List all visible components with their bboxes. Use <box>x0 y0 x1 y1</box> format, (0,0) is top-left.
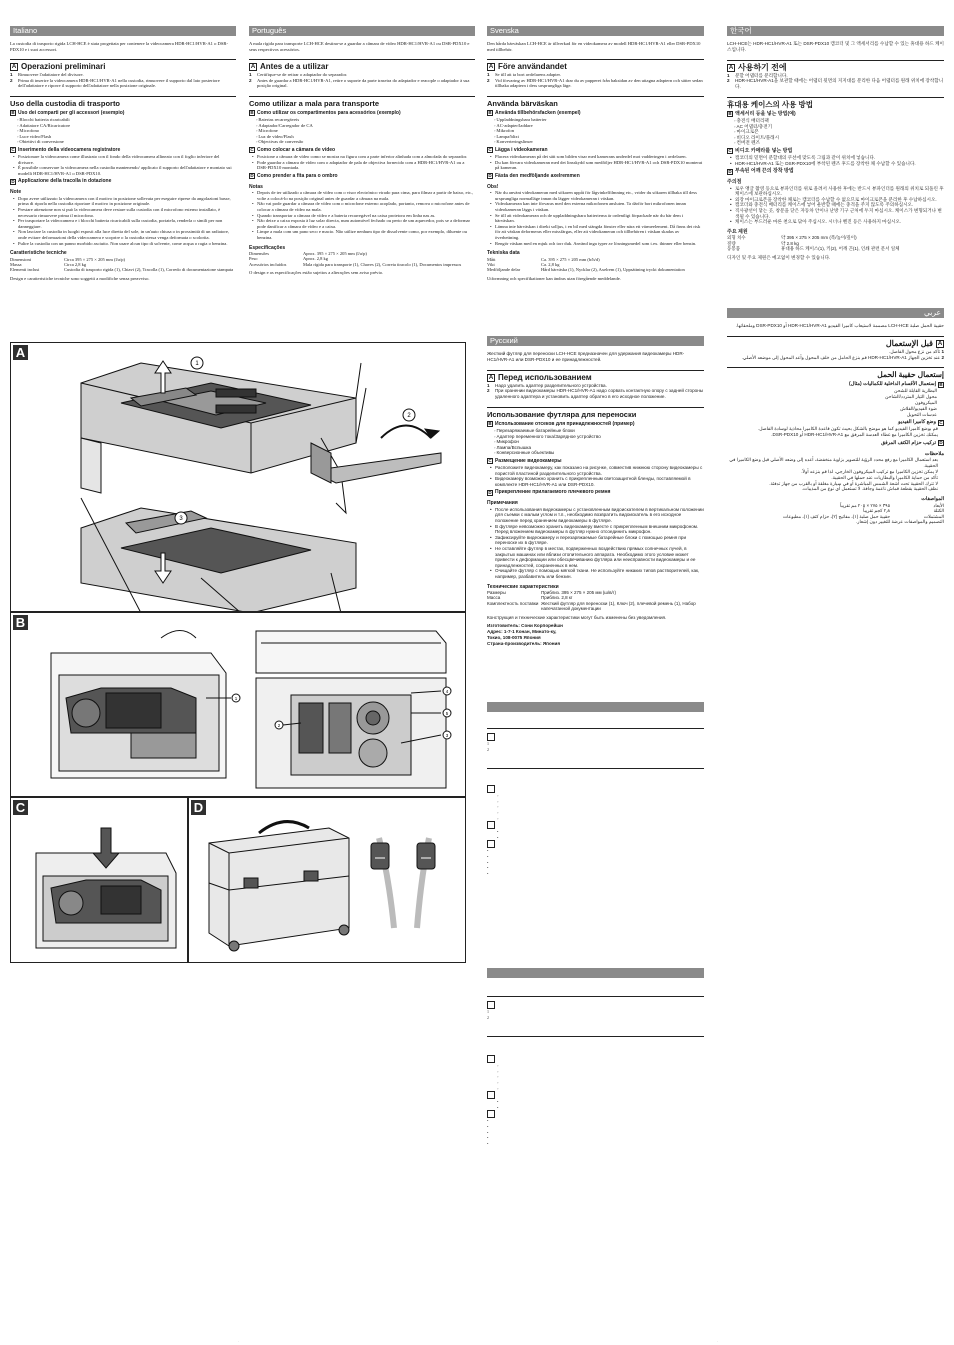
list-item: • Pode guardar a câmara de vídeo com o adaptador de pala de objectiva fornecido com a HDR-HC1/HVR-A1 ou a DSR-PDX10 montada. <box>257 160 475 171</box>
figure-label: D <box>191 800 206 815</box>
spec-table: Dimensões Aprox. 395 × 275 × 205 mm (l/a/p) Peso Aprox. 2,8 kg Acessórios incluídos Mala rígida para transporte (1), Chaves (2), Correia tiracolo (1), Documentos impressos <box>249 251 462 267</box>
section-heading-prep: A 사용하기 전에 <box>727 60 944 73</box>
column-russian <box>487 336 704 696</box>
bullet-list <box>487 154 704 171</box>
list-item: محول التيار المتردد/الشاحن <box>885 394 937 400</box>
list-item: ◦ Adattatore CA/Ricaricatore <box>17 123 236 129</box>
list-item: • 캠코더와 충전식 배터리를 케이스에 넣어 운반할 때에는 충격을 주지 않도록 주의하십시오. <box>735 202 944 208</box>
list-item: ◦ 충전식 배터리팩 <box>734 118 944 124</box>
list-item: • Pulire la custodia con un panno morbido asciutto. Non usare alcun tipo di solvente, come acqua o ragia o benzina. <box>18 241 236 247</box>
subsection-d: D Applicazione della tracolla in dotazione <box>11 178 112 185</box>
prep-step: Надо удалить адаптер разделительного устройства. <box>495 382 607 388</box>
subsection-d: D Como prender a fita para o ombro <box>250 172 338 179</box>
spec-table: 외형 치수 약 395 × 275 × 205 mm (폭/높이/깊이) 질량 약 2.8 kg 동봉품 휴대용 하드 케이스(1), 키(2), 어깨 끈(1), 인쇄 관련 문서 일체 <box>727 235 900 252</box>
callout-1-label: 1 <box>195 361 199 367</box>
notes-list <box>727 186 944 225</box>
blank-rule <box>487 996 704 997</box>
list-item: • Rengör väskan med en mjuk och torr duk. Använd inga typer av lösningsmedel som t.ex. thinner eller bensin. <box>495 241 704 247</box>
blank-header-bar <box>487 968 704 978</box>
bullet-list <box>10 154 236 176</box>
crop-mark: · <box>717 1340 718 1344</box>
section-badge-a: A <box>728 64 734 71</box>
subsection-b: B Uso dei comparti per gli accessori (esempio) <box>11 109 125 116</box>
subsection-b: B إستعمال الأقسام الداخلية للكماليات (مثال) <box>849 381 943 388</box>
prep-step: 2 عند تخزين الجهاز HDR-HC1/HVR-A1 قم بنزع الحامل من خلف المحول وأعد المحول إلى موضعه الأصلي. <box>741 354 944 360</box>
list-item: • Não deixe a caixa exposta à luz solar directa, num automóvel fechado ou perto de um aquecedor, pois se a deformar pode danificar a câmara de vídeo e a caixa. <box>257 218 475 229</box>
prep-step: 1 تأكد من نزع محول الفاصل. <box>889 348 944 354</box>
spec-table: Mått Ca. 395 × 275 × 205 mm (b/h/d) Vikt Ca. 2,8 kg Medföljande delar Hård bärväska (1), Nycklar (2), Axelrem (1), Uppsättning tryckt dokumentation <box>487 256 685 273</box>
list-item: • 외장 마이크로폰을 장착한 채로는 캠코더를 수납할 수 없으므로 마이크로폰을 분리한 후 수납하십시오. <box>735 197 944 203</box>
figure-d-illustration <box>189 798 466 963</box>
list-item: • Не оставляйте футляр в местах, подверженных воздействию прямых солнечных лучей, в закрытых машинах или вблизи отопительного аппарата. Необходимо этого условие может привести к деформации или обесцвечиванию футляра или неисправности видеокамеры и ее принадлежностей, сохраненных в нем. <box>495 546 704 568</box>
language-header: Italiano <box>10 26 236 36</box>
list-item: ◦ AC 어댑터/충전기 <box>734 124 944 130</box>
closed-case-drawing <box>209 822 349 951</box>
prep-step: 분할 어댑터를 분리합니다. <box>735 72 788 78</box>
blank-badge <box>487 785 495 793</box>
list-item: • Non lasciare la custodia in luoghi esposti alla luce diretta del sole, in un'auto chiusa o in prossimità di un radiatore, onde evitare deformazioni della videocamera e scoprire o la custodia stessa venga deformata o scolorita. <box>18 229 236 240</box>
list-item: • Lämna inte bärväskan i direkt solljus, i en bil med stängda fönster eller nära ett värmeelement. Då finns det risk för att väskan deformeras eller missfärgas, eller att videokameran och tillbehören i väskan skadas av överhettning. <box>495 224 704 241</box>
list-item: • Расположите видеокамеру, как показано на рисунке, совместив нижнюю сторону видеокамеры с пористой пластиной разделительного устройства. <box>495 465 704 476</box>
prep-steps <box>727 349 944 361</box>
strap-clips-drawing <box>371 838 435 928</box>
subsection-c: C Inserimento della videocamera registratore <box>11 146 121 153</box>
list-item: • Se till att videokameran och de uppladdningsbara batterierna är ordentligt förpackade när du bär dem i bärväskan. <box>495 213 704 224</box>
section-heading-prep: A Antes de a utilizar <box>249 59 475 72</box>
notes-list <box>10 196 236 246</box>
notes-heading: Obs! <box>487 183 499 190</box>
list-item: ◦ Objectivas de conversão <box>256 139 475 145</box>
list-item: ◦ Microfono <box>17 128 236 134</box>
spec-table: Размеры Приблиз. 395 × 275 × 205 мм (ш/в/г) Масса Приблиз. 2,8 кг Комплектность поставки Жесткий футляр для переноски (1), Ключ (2), плечевой ремень (1), Набор напечатанной документации <box>487 590 696 612</box>
crop-mark: · <box>238 1340 239 1344</box>
figure-b-illustration <box>11 613 466 797</box>
list-item: ◦ Лампа/Вспышка <box>494 445 704 451</box>
list-item: • Placera videokameran på det sätt som bilden visar med kamerans underdel mot vadderingen i avdelaren. <box>495 154 704 160</box>
callout-3-label: 3 <box>179 516 183 522</box>
list-item: • 직사광선이 닿는 곳, 창문을 닫은 자동차 안이나 난방 기구 근처에 두지 마십시오. 케이스가 변형되거나 변색될 수 있습니다. <box>735 208 944 219</box>
section-heading-use: 휴대용 케이스의 사용 방법 <box>727 97 944 109</box>
spec-heading: 주요 제원 <box>727 228 748 235</box>
spec-heading: Especificações <box>249 244 286 251</box>
empty-language-block-1: 1 2 ◦ ◦ ◦ ◦ ◦ • • • • • • • <box>487 702 704 962</box>
bullet-list <box>249 154 475 171</box>
section-badge-a: A <box>937 340 943 347</box>
spec-table: Dimensioni Circa 395 × 275 × 205 mm (l/a/p) Massa Circa 2,8 kg Elementi inclusi Custodia di trasporto rigida (1), Chiavi (2), Tracolla (1), Corredo di documentazione stampata <box>10 256 234 273</box>
notes-heading: Примечания <box>487 500 518 507</box>
section-heading-use: Använda bärväskan <box>487 96 704 108</box>
list-item: ◦ AC-adapter/laddare <box>494 123 704 129</box>
list-item: ◦ Luce video/Flash <box>17 134 236 140</box>
figure-label: B <box>13 615 28 630</box>
section-badge-a: A <box>11 64 17 71</box>
footer-note: 디자인 및 주요 제원은 예고없이 변경할 수 있습니다. <box>727 254 831 260</box>
notes-heading: ملاحظات <box>924 450 944 457</box>
accessory-list <box>487 117 704 145</box>
list-item: ◦ Baterias recarregáveis <box>256 117 475 123</box>
spec-heading: Caratteristiche tecniche <box>10 250 67 257</box>
figure-c <box>10 797 188 963</box>
blank-rule <box>487 728 704 729</box>
list-item: ◦ Lampa/blixt <box>494 134 704 140</box>
language-header: 한국어 <box>727 26 944 36</box>
blank-badge <box>487 1001 495 1009</box>
list-item: تأكد من حماية الكاميرا والبطاريات عند حملها في الحقيبة. <box>831 474 938 480</box>
list-item: • Зафиксируйте видеокамеру и перезаряжаемые батарейные блоки с помощью ремня при переноске их в футляре. <box>495 535 704 546</box>
intro-text: Жесткий футляр для переноски LCH-HCE предназначен для удержания видеокамеры HDR-HC1/HVR-A1 или DSR-PDX10 и ее принадлежностей. <box>487 351 685 362</box>
figure-label: C <box>13 800 28 815</box>
blank-badge <box>487 840 495 848</box>
list-item: يمكنك تخزين الكاميرا مع غطاء العدسة المرفق مع HDR-HC1/HVR-A1 أو DSR-PDX10. <box>771 432 938 438</box>
prep-steps: 1 Надо удалить адаптер разделительного устройства. 2 При хранении видеокамеры HDR-HC1/HVR-A1 надо сорвать контактную опору с задней стороны удаленного адаптера и установить адаптер обратно в его исходное положение. <box>487 382 704 400</box>
subsection-d: D Fästa den medföljande axelremmen <box>488 172 580 179</box>
list-item: • Очищайте футляр с помощью мягкой ткани. Не используйте никаких типов растворителей, как, например, разбавитель или бензин. <box>495 568 704 579</box>
accessory-list <box>727 118 944 146</box>
section-heading-use: Использование футляра для переноски <box>487 407 704 419</box>
list-item: • Posizionare la videocamera come illustrato con il fondo della videocamera allineato con il foglio inferiore del divisore. <box>18 154 236 165</box>
prep-step: Antes de guardar a HDR-HC1/HVR-A1, retire o suporte da parte traseira do adaptador e reacople o adaptador à sua posição original. <box>257 77 470 89</box>
list-item: • Depois de ter utilizado a câmara de vídeo com o visor electrónico virado para cima, para filmar a partir de baixo, etc., volte a colocá-lo na posição original antes de guardar a câmara na mala. <box>257 190 475 201</box>
subsection-c: C Como colocar a câmara de vídeo <box>250 146 336 153</box>
bullet-list <box>727 155 944 166</box>
divider-top-drawing <box>81 363 366 513</box>
subsection-d: D 부속된 어깨 끈의 장착 방법 <box>728 168 794 175</box>
section-heading-prep: A Перед использованием <box>487 370 704 383</box>
subsection-b: B 액세서리 등을 넣는 방법(예) <box>728 110 796 117</box>
subsection-c: C Lägga i videokameran <box>488 146 548 153</box>
section-heading-use: إستعمال حقيبة الحمل <box>727 367 944 379</box>
notes-list <box>249 190 475 240</box>
notes-heading: 주의점 <box>727 179 742 186</box>
list-item: ◦ 비디오 라이트/플래시 <box>734 135 944 141</box>
list-item: قم بوضع كاميرا الفيديو كما هو موضح بالشكل بحيث تكون قاعدة الكاميرا محاذية لوسادة الفاصل. <box>757 426 938 432</box>
list-item: ◦ Luz de vídeo/Flash <box>256 134 475 140</box>
open-case-camera-drawing <box>51 631 226 779</box>
list-item: ◦ Перезаряжаемые батарейные блоки <box>494 428 704 434</box>
intro-text: Den hårda bärväskan LCH-HCE är tillverkad för en videokamera av modell HDR-HC1/HVR-A1 eller DSR-PDX10 med tillbehör. <box>487 41 701 52</box>
list-item: ◦ 마이크로폰 <box>734 129 944 135</box>
callout-3-label: 3 <box>445 733 449 738</box>
prep-steps: 1 분할 어댑터를 분리합니다. 2 HDR-HC1/HVR-A1을 보관할 때에는 어댑터 뒷면의 지지대를 분리한 다음 어댑터를 원래 위치에 장착합니다. <box>727 72 944 90</box>
column-svenska <box>487 26 704 281</box>
prep-steps: 1 Certifique-se de retirar o adaptador do separador. 2 Antes de guardar a HDR-HC1/HVR-A1, retire o suporte da parte traseira do adaptador e reacople o adaptador à sua posição original. <box>249 72 475 89</box>
section-heading-prep: A قبل الإستعمال <box>727 336 944 349</box>
list-item: ◦ Adaptador/Carregador de CA <box>256 123 475 129</box>
list-item: ◦ Konverteringslinser <box>494 139 704 145</box>
list-item: • Quando transportar a câmara de vídeo e a bateria recarregável na caixa protetora em linha nas as. <box>257 213 475 219</box>
section-badge-a: A <box>488 64 494 71</box>
list-item: ◦ Uppladdningsbara batterier <box>494 117 704 123</box>
list-item: البطارية القابلة للشحن <box>894 388 937 394</box>
subsection-b: B Använda tillbehörsfacken (exempel) <box>488 109 581 116</box>
callout-4-label: 4 <box>445 689 449 694</box>
list-item: ◦ Mikrofon <box>494 128 704 134</box>
column-korean <box>727 26 944 306</box>
prep-step: Se till att ta bort avdelarens adapter. <box>495 72 561 78</box>
list-item: • Posicione a câmara de vídeo como se mostra na figura com a parte inferior alinhada com a almofada do separador. <box>257 154 475 160</box>
section-heading-prep: A Operazioni preliminari <box>10 59 236 72</box>
figure-d <box>188 797 466 963</box>
figure-a <box>10 342 466 612</box>
section-heading-use: Como utilizar a mala para transporte <box>249 96 475 108</box>
list-item: • Prestare attenzione non si può la videocamera deve restare sulla custodia con il microfono esterno installato, è necessario rimuovere prima il microfono. <box>18 207 236 218</box>
list-item: • Du kan förvara videokameran med det linsskydd som medföljer HDR-HC1/HVR-A1 och DSR-PDX10 monterat på kameran. <box>495 160 704 171</box>
notes-list <box>487 507 704 580</box>
subsection-b: B Использование отсеков для принадлежностей (пример) <box>488 420 635 427</box>
subsection-b: B Como utilizar os compartimentos para acessórios (exemplo) <box>250 109 401 116</box>
accessory-list <box>10 117 236 145</box>
list-item: • Videokameran kan inte förvaras med den externa mikrofonen ansluten. Ta därför bort mikrofonen innan videokameran läggs i väskan. <box>495 201 704 212</box>
footer-note: التصميم والمواصفات عرضة للتغيير دون إشعار. <box>855 518 944 524</box>
prep-steps: 1 Se till att ta bort avdelarens adapter. 2 Vid förvaring av HDR-HC1/HVR-A1 drar du av papperet från baksidan av den uttagna adaptern och sätter sedan tillbaka adaptern i dess ursprungliga läge. <box>487 72 703 89</box>
callout-2-label: 2 <box>277 723 281 728</box>
figure-b <box>10 612 466 797</box>
list-item: • В футляре невозможно хранить видеокамеру вместе с прикрепленным внешним микрофоном. Перед вложением видеокамеры в футляр нужно отсоединить микрофон. <box>495 524 704 535</box>
intro-text: A mala rígida para transporte LCH-HCE destina-se a guardar a câmara de vídeo HDR-HC1/HVR-A1 ou DSR-PDX10 e seus respectivos acessórios. <box>249 41 470 52</box>
list-item: ◦ Адаптер переменного тока/Зарядное устройство <box>494 434 704 440</box>
subsection-c: C Размещение видеокамеры <box>488 457 562 464</box>
section-badge-a: A <box>250 64 256 71</box>
list-item: ◦ Blocchi batteria ricaricabili <box>17 117 236 123</box>
column-italiano <box>10 26 236 281</box>
open-case-accessories-drawing <box>256 631 446 788</box>
prep-steps: 1 Rimuovere l'adattatore del divisore. 2 Prima di inserire la videocamera HDR-HC1/HVR-A1 nella custodia, rimuovere il supporto dal lato posteriore dell'adattatore e riporre il supporto dell'adattatore nella posizione originale. <box>10 72 236 89</box>
list-item: نظف الحقيبة بقطعة قماش ناعمة وجافة. لا تستعمل أي نوع من المذيبات. <box>801 486 938 492</box>
manufacturer-info: Изготовитель: Сони Корпорейшн Адрес: 1-7-1 Конан, Минато-ку, Токио, 108-0075 Япония Страна-производитель: Япония <box>487 623 563 646</box>
blank-badge <box>487 1091 495 1099</box>
list-item: • 로우 앵글 촬영 등으로 뷰파인더를 위로 올려서 사용한 후에는 반드시 뷰파인더를 원래의 위치로 되돌린 후 케이스에 보관하십시오. <box>735 186 944 197</box>
footer-note: Design e caratteristiche tecniche sono soggetti a modifiche senza preavviso. <box>10 275 150 281</box>
prep-step: Prima di inserire la videocamera HDR-HC1/HVR-A1 nella custodia, rimuovere il supporto dal lato posteriore dell'adattatore e riporre il supporto dell'adattatore nella posizione originale. <box>18 77 220 89</box>
list-item: لا يمكن تخزين الكاميرا مع تركيب الميكروفون الخارجي، لذا قم بنزعه أولاً. <box>801 469 938 475</box>
list-item: لا تترك الحقيبة تحت أشعة الشمس المباشرة أو في سيارة مغلقة أو بالقرب من جهاز تدفئة. <box>769 480 938 486</box>
section-badge-a: A <box>488 374 494 381</box>
spec-heading: Tekniska data <box>487 250 520 257</box>
bullet-list <box>727 426 944 438</box>
figure-c-illustration <box>11 798 188 963</box>
notes-list <box>727 457 944 492</box>
list-item: ضوء الفيديو/الفلاش <box>900 405 937 411</box>
language-header: Português <box>249 26 475 36</box>
blank-header-bar <box>487 702 704 712</box>
language-header: Svenska <box>487 26 704 36</box>
spec-heading: المواصفات <box>921 496 944 503</box>
prep-step: Rimuovere l'adattatore del divisore. <box>18 72 84 78</box>
list-item: • È possibile conservare la videocamera nella custodia mantenendo/ applicato il supporto dell'adattatore e montato sui modelli HDR-HC1/HVR-A1 o DSR-PDX10. <box>18 165 236 176</box>
blank-badge <box>487 733 495 741</box>
subsection-d: D تركيب حزام الكتف المرفق <box>881 439 943 446</box>
list-item: ◦ Конверсионные объективы <box>494 450 704 456</box>
list-item: • После использования видеокамеры с установленным видоискателем в вертикальном положении для съемки с малым углом и т.п., необходимо возвратить видоискатель в его исходное положение перед хранением видеокамеры в футляре. <box>495 507 704 524</box>
section-heading-prep: A Före användandet <box>487 59 704 72</box>
divider-bottom-drawing <box>81 508 356 612</box>
callout-2-label: 2 <box>407 413 411 419</box>
empty-language-block-2: 1 2 ◦ ◦ ◦ ◦ ◦ • • • • • • • <box>487 968 704 1198</box>
list-item: • När du använt videokameran med sökaren uppåt för lågvinkelfilmning etc., vrider du sökaren tillbaka till dess ursprungliga normalläge innan du lägger videokameran i väskan. <box>495 190 704 201</box>
figure-label: A <box>13 345 28 360</box>
figure-a-illustration <box>11 343 466 612</box>
camera-insertion-drawing <box>36 828 176 948</box>
footer-note: Конструкция и технические характеристики могут быть изменены без уведомления. <box>487 614 667 620</box>
list-item: • Limpe a mala com um pano seco e macio. Não utilize nenhum tipo de dissolvente como, por exemplo, diluente ou benzina. <box>257 229 475 240</box>
language-header: Русский <box>487 336 704 346</box>
footer-note: O design e as especificações estão sujeitos a alterações sem aviso prévio. <box>249 270 384 276</box>
bullet-list <box>487 465 704 487</box>
list-item: ◦ Microfone <box>256 128 475 134</box>
list-item: • Видеокамеру возможно хранить с прикрепленным светозащитной бленды, поставляемой в комплекте HDR-HC1/HVR-A1 или DSR-PDX10. <box>495 476 704 487</box>
callout-5-label: 5 <box>445 711 449 716</box>
subsection-d: D Прикрепление прилагаемого плечевого ремня <box>488 489 611 496</box>
list-item: • HDR-HC1/HVR-A1 또는 DSR-PDX10에 부착된 렌즈 후드를 장착한 채 수납할 수 있습니다. <box>735 161 944 167</box>
notes-heading: Notas <box>249 183 263 190</box>
list-item: ◦ 컨버전 렌즈 <box>734 140 944 146</box>
list-item: ◦ Микрофон <box>494 439 704 445</box>
list-item: • Per trasportare la videocamera e i blocchi batteria ricaricabili sulla custodia, portatela, renderla o simili per non danneggiare. <box>18 218 236 229</box>
subsection-c: C وضع كاميرا الفيديو <box>898 419 943 426</box>
column-arabic <box>727 308 944 648</box>
list-item: • 케이스는 부드러운 마른 천으로 닦아 주십시오. 시너나 벤진 등은 사용하지 마십시오. <box>735 219 944 225</box>
accessory-list <box>249 117 475 145</box>
callout-1-label: 1 <box>234 696 238 701</box>
footer-note: Utformning och specifikationer kan ändras utan föregående meddelande. <box>487 275 621 281</box>
blank-badge <box>487 1110 495 1118</box>
intro-text: LCH-HCE는 HDR-HC1/HVR-A1 또는 DSR-PDX10 캠코더 및 그 액세서리를 수납할 수 있는 휴대용 하드 케이스입니다. <box>727 41 944 52</box>
column-portugues <box>249 26 475 276</box>
list-item: • Dopo avere utilizzato la videocamera con il motivo in posizione sollevata per eseguire riprese da angolazioni basse, prima di riporla nella custodia riportare il motivo in posizione originale. <box>18 196 236 207</box>
notes-list <box>487 190 704 246</box>
section-heading-use: Uso della custodia di trasporto <box>10 96 236 108</box>
subsection-c: C 비디오 카메라를 넣는 방법 <box>728 147 793 154</box>
blank-badge <box>487 1055 495 1063</box>
list-item: بعد استعمال الكاميرا مع رفع محدد الرؤية للتصوير بزاوية منخفضة، أعده إلى وضعه الأصلي قبل وضع الكاميرا في الحقيبة. <box>729 457 938 469</box>
intro-text: La custodia di trasporto rigida LCH-HCE è stata progettata per contenere la videocamera HDR-HC1/HVR-A1 o DSR-PDX10 e i suoi accessori. <box>10 41 229 52</box>
spec-heading: Технические характеристики <box>487 583 559 590</box>
prep-step: Certifique-se de retirar o adaptador do separador. <box>257 72 348 78</box>
list-item: عدسات التحويل <box>906 411 937 417</box>
blank-badge <box>487 821 495 829</box>
accessory-list <box>487 428 704 456</box>
intro-text: حقيبة الحمل صلبة LCH-HCE مصممة لاستيعاب كاميرا الفيديو HDR-HC1/HVR-A1 أو DSR-PDX10 وملحقاتها. <box>735 323 944 328</box>
list-item: • Não vai pode guardar a câmara de vídeo com o microfone externo acoplado, portanto, remova o microfone antes de colocar a câmara de vídeo na mala. <box>257 201 475 212</box>
prep-step: При хранении видеокамеры HDR-HC1/HVR-A1 надо сорвать контактную опору с задней стороны удаленного адаптера и установить адаптер обратно в его исходное положение. <box>495 388 704 400</box>
language-header: عربي <box>727 308 944 318</box>
accessory-list <box>727 388 944 417</box>
spec-table: الأبعاد ٣٩٥ × ٢٧٥ × ٢٠٥ مم تقريباً الكتلة ٢٫٨ كجم تقريباً المشتملات حقيبة حمل صلبة (١)، مفاتيح (٢)، حزام كتف (١)، مطبوعات <box>782 502 944 519</box>
list-item: ◦ Obiettivi di conversione <box>17 139 236 145</box>
notes-heading: Note <box>10 189 22 196</box>
list-item: الميكروفون <box>915 399 937 405</box>
list-item: • 캠코더의 밑면이 분할대의 쿠션에 맞도록 그림과 같이 위치에 넣습니다. <box>735 155 944 161</box>
prep-step: Vid förvaring av HDR-HC1/HVR-A1 drar du av papperet från baksidan av den uttagna adaptern och sätter sedan tillbaka adaptern i dess ursprungliga läge. <box>495 77 703 89</box>
prep-step: HDR-HC1/HVR-A1을 보관할 때에는 어댑터 뒷면의 지지대를 분리한 다음 어댑터를 원래 위치에 장착합니다. <box>735 78 944 90</box>
